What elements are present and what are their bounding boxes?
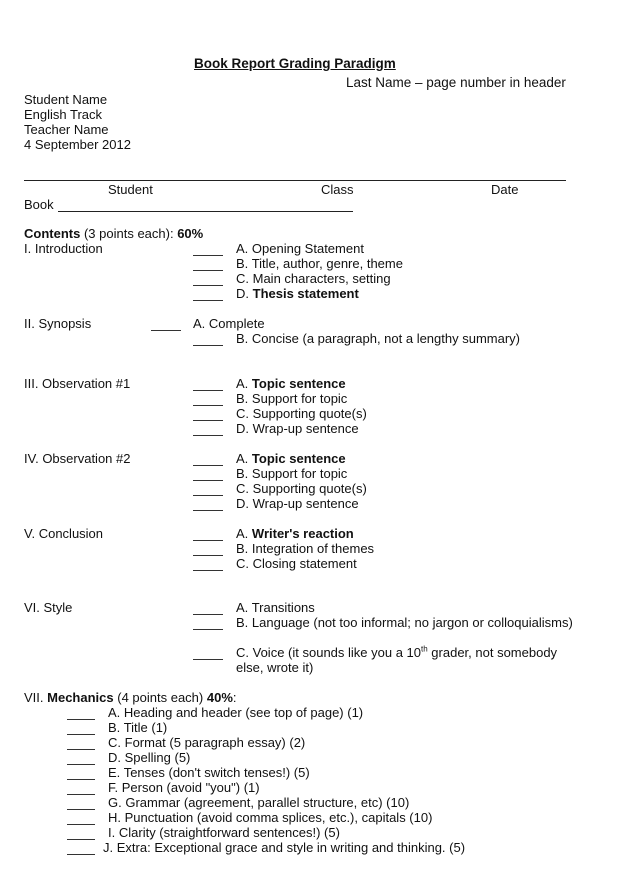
date-line: 4 September 2012 (24, 137, 131, 152)
list-item: C. Main characters, setting (236, 271, 391, 286)
section-heading: V. Conclusion (24, 526, 104, 541)
score-blank[interactable] (67, 719, 95, 720)
page-title: Book Report Grading Paradigm (194, 56, 396, 71)
score-blank[interactable] (67, 824, 95, 825)
list-item: E. Tenses (don't switch tenses!) (5) (108, 765, 310, 780)
score-blank[interactable] (67, 734, 95, 735)
score-blank[interactable] (193, 614, 223, 615)
list-item: F. Person (avoid "you") (1) (108, 780, 260, 795)
score-blank[interactable] (193, 659, 223, 660)
score-blank[interactable] (193, 629, 223, 630)
list-item: C. Supporting quote(s) (236, 406, 367, 421)
section-heading: II. Synopsis (24, 316, 92, 331)
score-blank[interactable] (193, 570, 223, 571)
list-item: B. Integration of themes (236, 541, 375, 556)
list-item: J. Extra: Exceptional grace and style in writing and thinking. (5) (103, 840, 466, 855)
list-item-continuation: else, wrote it) (236, 660, 314, 675)
list-item: D. Wrap-up sentence (236, 496, 359, 511)
list-item: G. Grammar (agreement, parallel structure, etc) (10) (108, 795, 410, 810)
score-blank[interactable] (67, 854, 95, 855)
score-blank[interactable] (67, 809, 95, 810)
list-item: B. Support for topic (236, 391, 348, 406)
list-item: I. Clarity (straightforward sentences!) (5) (108, 825, 340, 840)
score-blank[interactable] (67, 794, 95, 795)
list-item: A. Transitions (236, 600, 315, 615)
score-blank[interactable] (193, 480, 223, 481)
score-blank[interactable] (193, 555, 223, 556)
header-note: Last Name – page number in header (346, 75, 566, 90)
list-item: B. Title, author, genre, theme (236, 256, 403, 271)
contents-points: (3 points each): (83, 226, 174, 241)
list-item: C. Voice (it sounds like you a 10th grader, not somebody (236, 644, 558, 660)
score-blank[interactable] (193, 540, 223, 541)
contents-percent: 60% (177, 226, 204, 241)
contents-label: Contents (24, 226, 81, 241)
contents-heading (24, 226, 203, 241)
list-item: C. Format (5 paragraph essay) (2) (108, 735, 306, 750)
list-item: B. Concise (a paragraph, not a lengthy summary) (236, 331, 520, 346)
book-label: Book (24, 197, 54, 212)
student-class-date-rule (24, 180, 566, 181)
list-item: B. Support for topic (236, 466, 348, 481)
score-blank[interactable] (193, 255, 223, 256)
score-blank[interactable] (67, 779, 95, 780)
book-blank (58, 211, 353, 212)
score-blank[interactable] (193, 510, 223, 511)
list-item: A. Topic sentence (236, 451, 346, 466)
score-blank[interactable] (67, 749, 95, 750)
list-item: D. Spelling (5) (108, 750, 191, 765)
list-item: C. Closing statement (236, 556, 357, 571)
track-line: English Track (24, 107, 103, 122)
score-blank[interactable] (193, 435, 223, 436)
score-blank[interactable] (193, 420, 223, 421)
list-item: A. Complete (193, 316, 265, 331)
score-blank[interactable] (193, 270, 223, 271)
score-blank[interactable] (193, 495, 223, 496)
score-blank[interactable] (193, 285, 223, 286)
list-item: D. Thesis statement (236, 286, 359, 301)
score-blank[interactable] (67, 839, 95, 840)
score-blank[interactable] (193, 465, 223, 466)
score-blank[interactable] (151, 330, 181, 331)
section-heading: I. Introduction (24, 241, 103, 256)
section-heading: III. Observation #1 (24, 376, 131, 391)
list-item: A. Heading and header (see top of page) (1) (108, 705, 364, 720)
section-heading: IV. Observation #2 (24, 451, 131, 466)
list-item: D. Wrap-up sentence (236, 421, 359, 436)
list-item: B. Language (not too informal; no jargon or colloquialisms) (236, 615, 573, 630)
list-item: C. Supporting quote(s) (236, 481, 367, 496)
student-name-line: Student Name (24, 92, 108, 107)
teacher-name-line: Teacher Name (24, 122, 109, 137)
list-item: B. Title (1) (108, 720, 168, 735)
score-blank[interactable] (193, 300, 223, 301)
class-label: Class (321, 182, 354, 197)
list-item: A. Topic sentence (236, 376, 346, 391)
student-label: Student (108, 182, 153, 197)
score-blank[interactable] (193, 345, 223, 346)
list-item: A. Opening Statement (236, 241, 364, 256)
mechanics-heading: VII. Mechanics (4 points each) 40%: (24, 690, 237, 705)
score-blank[interactable] (67, 764, 95, 765)
score-blank[interactable] (193, 405, 223, 406)
list-item: H. Punctuation (avoid comma splices, etc.), capitals (10) (108, 810, 433, 825)
section-heading: VI. Style (24, 600, 73, 615)
date-label: Date (491, 182, 519, 197)
score-blank[interactable] (193, 390, 223, 391)
list-item: A. Writer's reaction (236, 526, 354, 541)
